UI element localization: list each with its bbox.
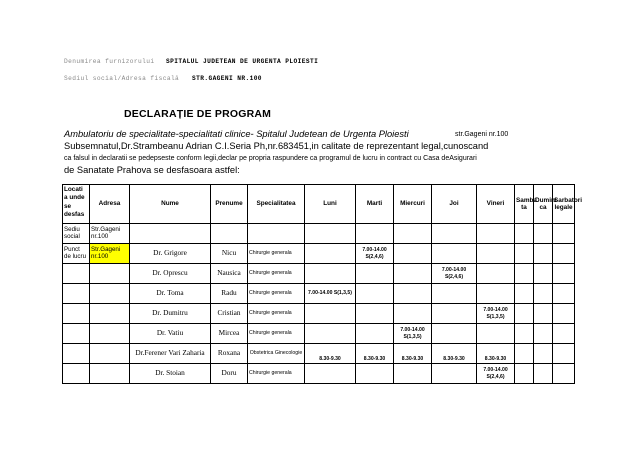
nume-cell: Dr. Oprescu (130, 264, 211, 284)
header-prenume: Prenume (211, 185, 248, 224)
table-row (63, 364, 575, 384)
intro-line-3: ca falsul in declaratii se pedepseste conform legii,declar pe propria raspundere ca programul de lucru in contract cu Casa deAsigurari (64, 155, 477, 162)
sediu-label: Sediul social/Adresa fiscală (64, 75, 180, 82)
schedule-cell: 8.30-9.30 (356, 344, 394, 364)
table-row (63, 344, 575, 364)
nume-cell: Dr. Grigore (130, 244, 211, 264)
specialitate-cell: Chirurgie generala (248, 244, 305, 264)
nume-cell: Dr. Stoian (130, 364, 211, 384)
schedule-cell: 7.00-14.00 S(2,4,6) (477, 364, 515, 384)
header-nume: Nume (130, 185, 211, 224)
intro-line-4: de Sanatate Prahova se desfasoara astfel: (64, 165, 240, 175)
nume-cell: Dr. Dumitru (130, 304, 211, 324)
table-row (63, 284, 575, 304)
schedule-cell: 7.00-14.00 S(1,3,5) (394, 324, 432, 344)
intro-address: str.Gageni nr.100 (455, 131, 509, 138)
prenume-cell: Radu (211, 284, 248, 304)
nume-cell: Dr.Ferener Vari Zaharia (130, 344, 211, 364)
specialitate-cell: Chirurgie generala (248, 364, 305, 384)
schedule-cell: 7.00-14.00 S(2,4,6) (356, 244, 394, 264)
prenume-cell: Mircea (211, 324, 248, 344)
schedule-cell: 8.30-9.30 (305, 344, 356, 364)
schedule-cell: 8.30-9.30 (432, 344, 477, 364)
intro-line-2: Subsemnatul,Dr.Strambeanu Adrian C.I.Seria Ph,nr.683451,in calitate de reprezentant legal,cunoscand (64, 141, 489, 151)
header-joi: Joi (432, 185, 477, 224)
header-adresa: Adresa (90, 185, 130, 224)
furnizor-value: SPITALUL JUDETEAN DE URGENTA PLOIESTI (166, 58, 319, 65)
program-table (62, 184, 583, 384)
table-header-row (63, 185, 575, 224)
specialitate-cell: Obstetrica Ginecologie (248, 344, 305, 364)
schedule-cell: 7.00-14.00 S(1,3,5) (477, 304, 515, 324)
header-vineri: Vineri (477, 185, 515, 224)
specialitate-cell: Chirurgie generala (248, 304, 305, 324)
table-row (63, 304, 575, 324)
table-row (63, 264, 575, 284)
sediu-value: STR.GAGENI NR.100 (192, 75, 262, 82)
prenume-cell: Cristian (211, 304, 248, 324)
header-sarbatori: Sarbatori legale (553, 185, 575, 224)
loc-cell: Sediu social (63, 224, 90, 244)
specialitate-cell: Chirurgie generala (248, 284, 305, 304)
table-row (63, 244, 575, 264)
header-luni: Luni (305, 185, 356, 224)
prenume-cell: Doru (211, 364, 248, 384)
nume-cell: Dr. Vatiu (130, 324, 211, 344)
header-specialitatea: Specialitatea (248, 185, 305, 224)
loc-cell: Punct de lucru (63, 244, 90, 264)
table-row (63, 224, 575, 244)
schedule-cell: 8.30-9.30 (394, 344, 432, 364)
prenume-cell: Roxana (211, 344, 248, 364)
schedule-cell: 8.30-9.30 (477, 344, 515, 364)
specialitate-cell: Chirurgie generala (248, 324, 305, 344)
table-row (63, 324, 575, 344)
header-locatia: Locati a unde se desfas (63, 185, 90, 224)
schedule-cell: 7.00-14.00 S(2,4,6) (432, 264, 477, 284)
specialitate-cell: Chirurgie generala (248, 264, 305, 284)
header-duminica: Dumini ca (534, 185, 553, 224)
nume-cell: Dr. Toma (130, 284, 211, 304)
prenume-cell: Nausica (211, 264, 248, 284)
intro-line-1: Ambulatoriu de specialitate-specialitati clinice- Spitalul Judetean de Urgenta Ploiesti (64, 129, 409, 139)
document-title: DECLARAȚIE DE PROGRAM (124, 108, 272, 120)
header-miercuri: Miercuri (394, 185, 432, 224)
furnizor-label: Denumirea furnizorului (64, 58, 155, 65)
adresa-cell: Str.Gageni nr.100 (90, 224, 130, 244)
schedule-cell: 7.00-14.00 S(1,3,5) (305, 284, 356, 304)
prenume-cell: Nicu (211, 244, 248, 264)
header-marti: Marti (356, 185, 394, 224)
header-sambata: Samba ta (515, 185, 534, 224)
adresa-cell: Str.Gageni nr.100 (90, 244, 130, 264)
